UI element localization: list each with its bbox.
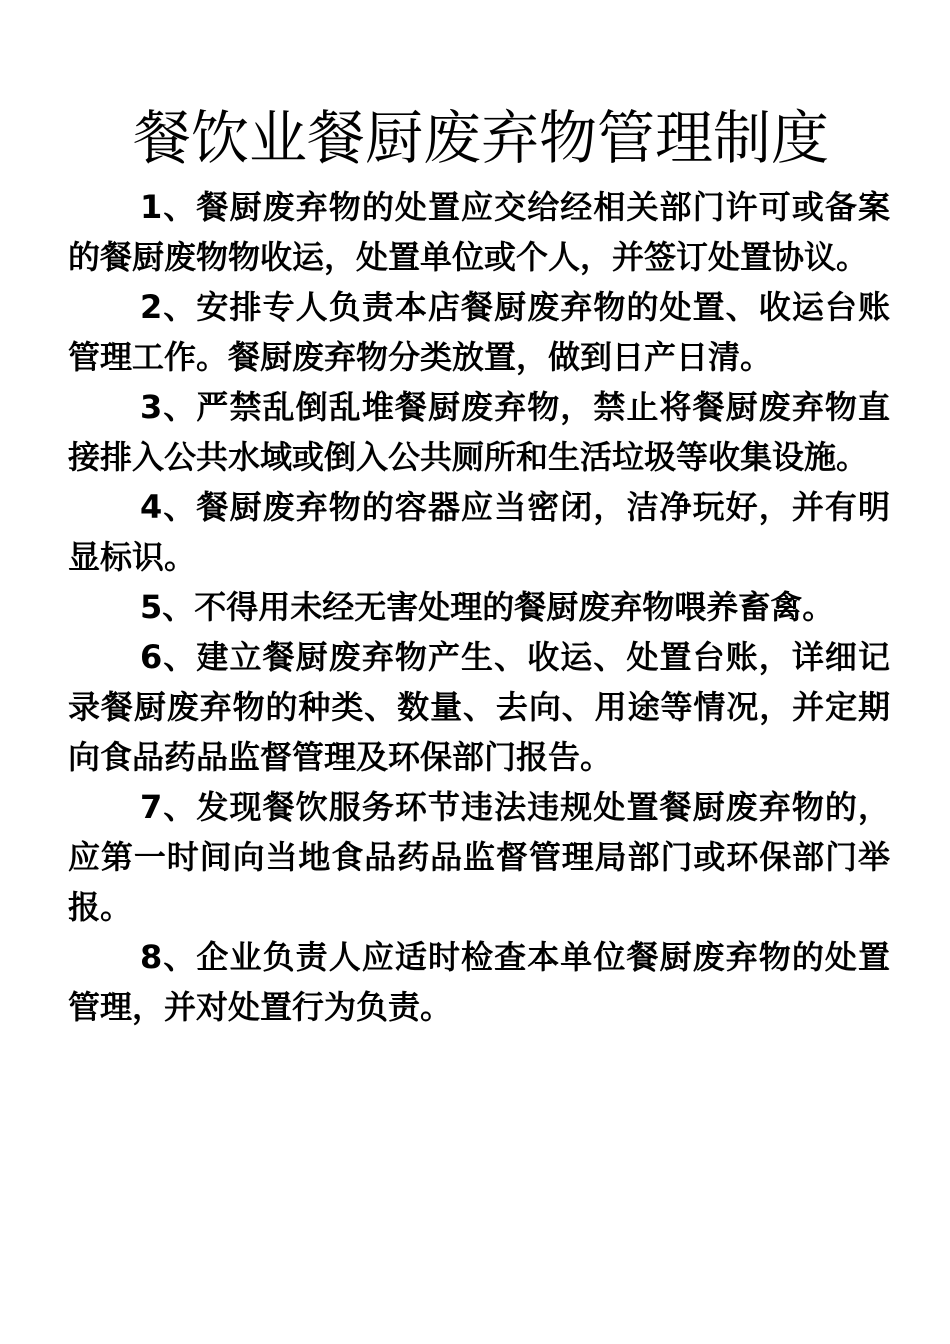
rule-paragraph-7: 7、发现餐饮服务环节违法违规处置餐厨废弃物的，应第一时间向当地食品药品监督管理局部门或环保部门举报。	[68, 788, 890, 926]
document-body	[68, 182, 890, 1032]
rule-paragraph-2: 2、安排专人负责本店餐厨废弃物的处置、收运台账管理工作。餐厨废弃物分类放置，做到日产日清。	[68, 288, 890, 376]
document-title: 餐饮业餐厨废弃物管理制度	[132, 104, 829, 172]
rule-paragraph-5: 5、不得用未经无害处理的餐厨废弃物喂养畜禽。	[140, 588, 835, 626]
rule-paragraph-1: 1、餐厨废弃物的处置应交给经相关部门许可或备案的餐厨废物物收运，处置单位或个人，并签订处置协议。	[68, 188, 890, 276]
rule-paragraph-8: 8、企业负责人应适时检查本单位餐厨废弃物的处置管理，并对处置行为负责。	[68, 938, 890, 1026]
rule-paragraph-4: 4、餐厨废弃物的容器应当密闭，洁净玩好，并有明显标识。	[68, 488, 890, 576]
rule-paragraph-6: 6、建立餐厨废弃物产生、收运、处置台账，详细记录餐厨废弃物的种类、数量、去向、用途等情况，并定期向食品药品监督管理及环保部门报告。	[68, 638, 890, 776]
rule-paragraph-3: 3、严禁乱倒乱堆餐厨废弃物，禁止将餐厨废弃物直接排入公共水域或倒入公共厕所和生活垃圾等收集设施。	[68, 388, 890, 476]
